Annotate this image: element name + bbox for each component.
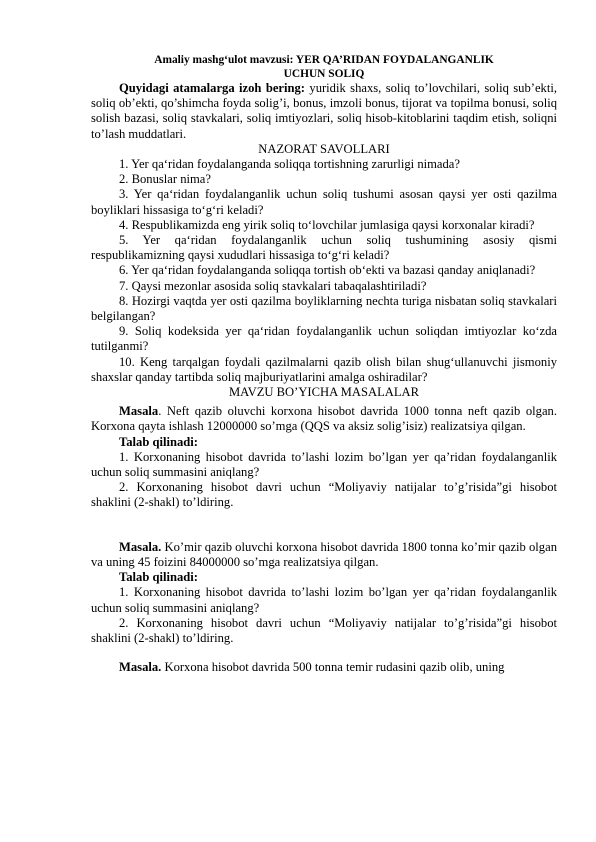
problem-2-requirements-label: Talab qilinadi: xyxy=(119,570,198,585)
problem-2-label: Masala. xyxy=(119,539,162,554)
title-topic-line1: YER QA’RIDAN FOYDALANGANLIK xyxy=(295,54,494,66)
question-item: 6. Yer qa‘ridan foydalanganda soliqqa tortish ob‘ekti va bazasi qanday aniqlanadi? xyxy=(119,263,536,278)
problem-1-requirement-2: 2. Korxonaning hisobot davri uchun “Moliyaviy natijalar to’g’risida”gi hisobot shaklini (2-shakl) to’ldiring. xyxy=(91,480,557,510)
problem-1-requirement-1: 1. Korxonaning hisobot davrida to’lashi lozim bo’lgan yer qa’ridan foydalanganlik uchun soliq summasini aniqlang? xyxy=(91,449,557,480)
title-topic-line2: UCHUN SOLIQ xyxy=(283,68,365,80)
intro-paragraph xyxy=(91,81,557,142)
question-item: 10. Keng tarqalgan foydali qazilmalarni qazib olish bilan shug‘ullanuvchi jismoniy shaxslar qanday tartibda soliq majburiyatlarini amalga oshiradilar? xyxy=(91,354,557,384)
question-item: 5. Yer qa‘ridan foydalanganlik uchun soliq tushumining asosiy qismi respublikamizning qaysi xududlari hissasiga to‘g‘ri keladi? xyxy=(91,233,557,263)
problem-2-requirement-1: 1. Korxonaning hisobot davrida to’lashi lozim bo’lgan yer qa’ridan foydalanganlik uchun soliq summasini aniqlang? xyxy=(91,585,557,615)
title-prefix: Amaliy mashg‘ulot mavzusi: xyxy=(154,54,294,66)
question-item: 2. Bonuslar nima? xyxy=(119,172,211,187)
problem-2-requirement-2: 2. Korxonaning hisobot davri uchun “Moliyaviy natijalar to’g’risida”gi hisobot shaklini (2-shakl) to’ldiring. xyxy=(91,615,557,645)
question-item: 3. Yer qa‘ridan foydalanganlik uchun soliq tushumi asosan qaysi yer osti qazilma boyliklari hissasiga to‘g‘ri keladi? xyxy=(91,187,557,217)
problem-3-text: Korxona hisobot davrida 500 tonna temir rudasini qazib olib, uning xyxy=(161,660,505,675)
document-title xyxy=(91,53,557,81)
problems-heading: MAVZU BO’YICHA MASALALAR xyxy=(228,385,420,400)
control-questions-heading: NAZORAT SAVOLLARI xyxy=(258,141,390,156)
question-item: 4. Respublikamizda eng yirik soliq to‘lovchilar jumlasiga qaysi korxonalar kiradi? xyxy=(119,217,535,232)
problem-2-text: Ko’mir qazib oluvchi korxona hisobot davrida 1800 tonna ko’mir qazib olgan va uning 45 foizini 84000000 so’mga realizatsiya qilgan. xyxy=(91,539,557,569)
problem-3-statement xyxy=(91,660,557,675)
intro-text: yuridik shaxs, soliq to’lovchilari, soliq sub’ekti, soliq ob’ekti, qo’shimcha foyda solig’i, bonus, imzoli bonus, tijorat va topilma bonusi, soliq solish bazasi, soliq stavkalari, soliq imtiyozlari, soliq hisob-kitoblarini taqdim etish, soliqni to’lash muddatlari. xyxy=(91,81,557,141)
problem-1-statement xyxy=(91,404,557,434)
problem-1-requirements-label: Talab qilinadi: xyxy=(119,434,198,449)
problem-1-label: Masala xyxy=(119,404,159,419)
question-item: 1. Yer qa‘ridan foydalanganda soliqqa tortishning zarurligi nimada? xyxy=(119,157,460,172)
problem-3-label: Masala. xyxy=(119,660,162,675)
question-item: 9. Soliq kodeksida yer qa‘ridan foydalanganlik uchun soliqdan imtiyozlar ko‘zda tutilganmi? xyxy=(91,324,557,354)
problem-2-statement xyxy=(91,540,557,570)
page-content xyxy=(91,53,557,675)
question-item: 8. Hozirgi vaqtda yer osti qazilma boyliklarning nechta turiga nisbatan soliq stavkalari belgilangan? xyxy=(91,293,557,324)
question-item: 7. Qaysi mezonlar asosida soliq stavkalari tabaqalashtiriladi? xyxy=(119,278,427,293)
problem-1-text: . Neft qazib oluvchi korxona hisobot davrida 1000 tonna neft qazib olgan. Korxona qayta ishlash 12000000 so’mga (QQS va aksiz solig’isiz) realizatsiya qilgan. xyxy=(91,404,557,434)
intro-lead: Quyidagi atamalarga izoh bering: xyxy=(119,81,305,95)
